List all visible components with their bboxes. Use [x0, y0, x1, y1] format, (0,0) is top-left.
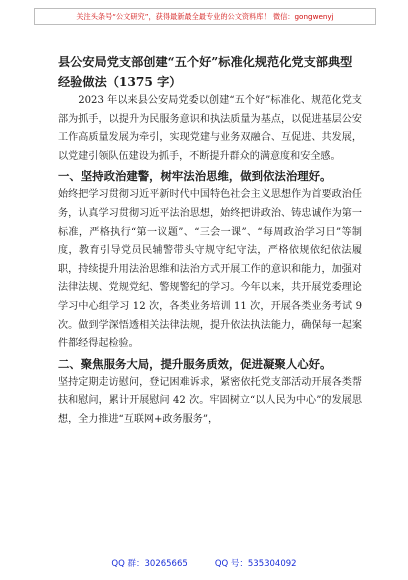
header-banner: 关注头条号“公文研究”，获得最新最全最专业的公文资料库！ 微信：gongwenyj	[34, 8, 376, 25]
footer-qq-group: QQ 群：30265665	[111, 559, 188, 569]
section-2-body: 坚持定期走访慰问，登记困难诉求，紧密依托党支部活动开展各类帮扶和慰问，累计开展慰问 42 次。牢固树立“以人民为中心”的发展思想，全力推进“互联网+政务服务”，	[58, 376, 362, 425]
document-title: 县公安局党支部创建“五个好”标准化规范化党支部典型经验做法（1375 字）	[58, 55, 353, 89]
section-1-heading: 一、坚持政治建警，树牢法治思维，做到依法治理好。	[58, 169, 332, 184]
document-body	[58, 52, 362, 430]
section-2-heading: 二、聚焦服务大局，提升服务质效，促进凝聚人心好。	[58, 356, 332, 371]
footer-qq-number: QQ 号：535304092	[214, 559, 297, 569]
footer-contact	[0, 557, 408, 569]
section-1-body: 始终把学习贯彻习近平新时代中国特色社会主义思想作为首要政治任务，认真学习贯彻习近平法治思想，始终把讲政治、铸忠诚作为第一标准，严格执行“第一议题”、“三会一课”、“每周政治学习日”等制度，教育引导党员民辅警带头守规守纪守法，严格依规依纪依法履职，持续提升用法治思维和法治方式开展工作的意识和能力，加强对法律法规、党规党纪、警规警纪的学习。今年以来，共开展党委理论学习中心组学习 12 次，各类业务培训 11 次，开展各类业务考试 9 次。做到学深悟透相关法律法规，提升依法执法能力，确保每一起案件都经得起检验。	[58, 189, 362, 350]
intro-paragraph: 2023 年以来县公安局党委以创建“五个好”标准化、规范化党支部为抓手，以提升为民服务意识和执法质量为基点，以促进基层公安工作高质量发展为牵引，实现党建与业务双融合、互促进、共发展，以党建引领队伍建设为抓手，不断提升群众的满意度和安全感。	[58, 95, 362, 162]
